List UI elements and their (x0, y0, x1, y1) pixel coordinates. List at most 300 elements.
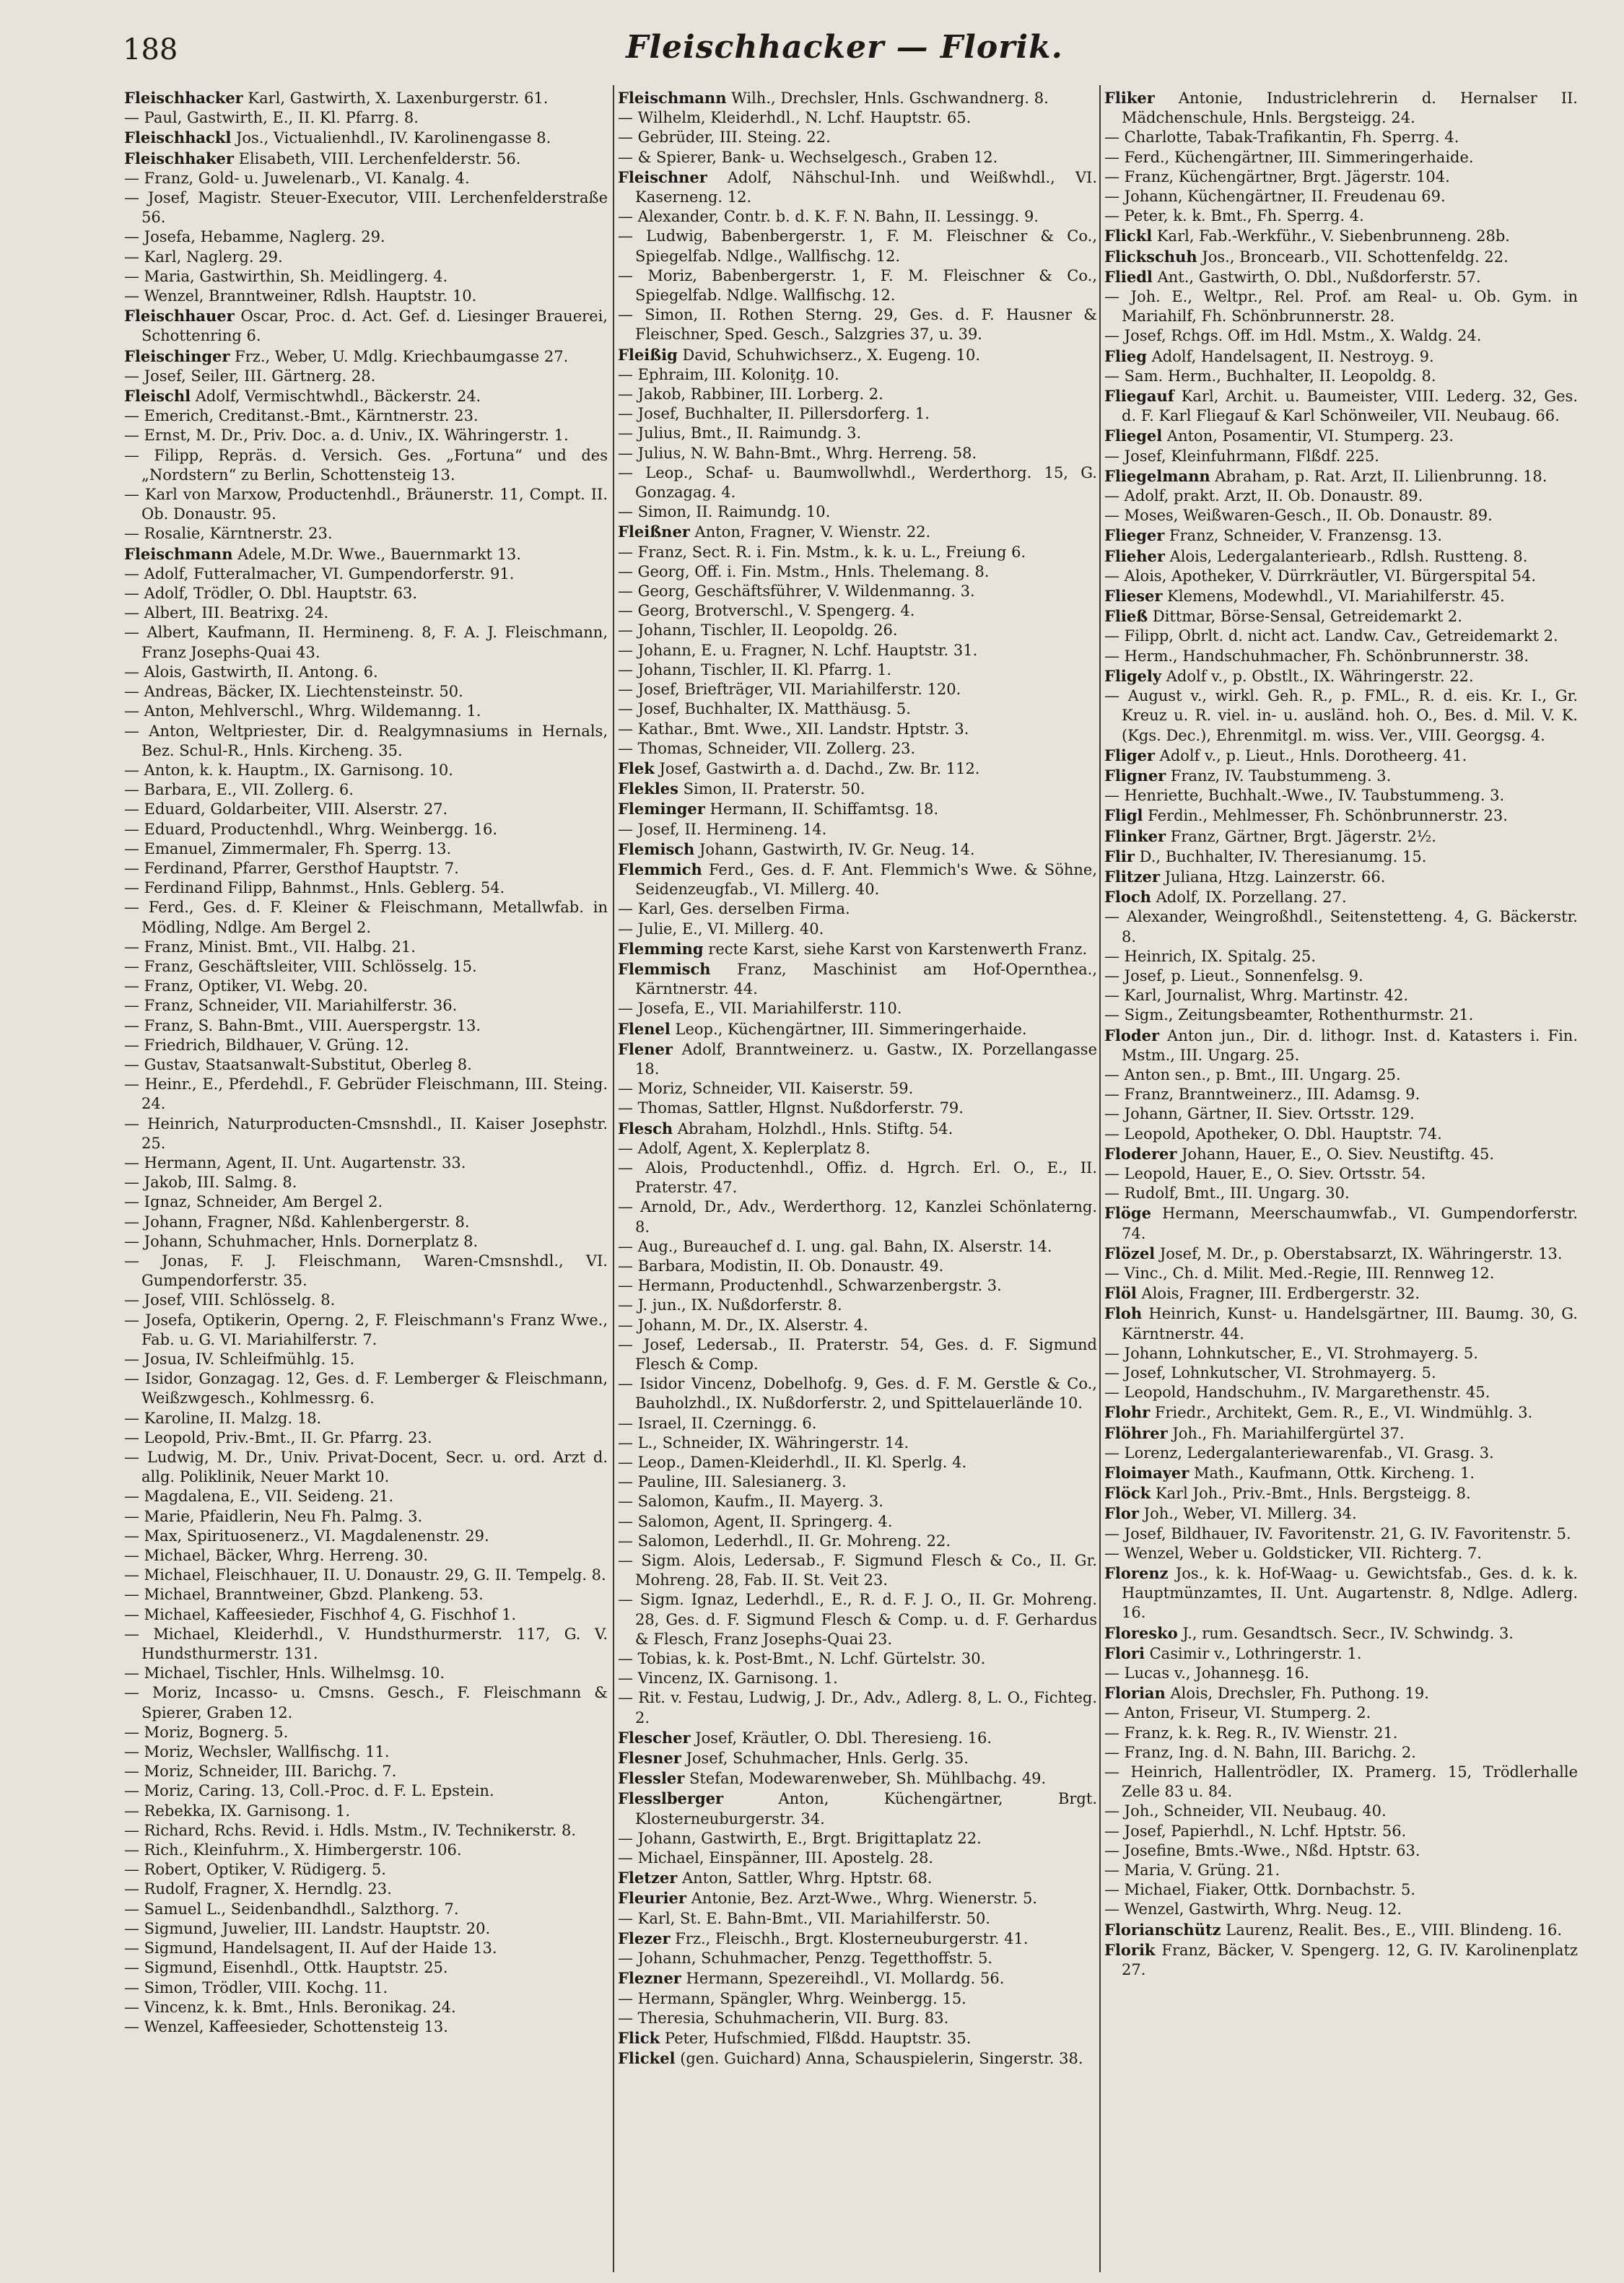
entry-text: — Rich., Kleinfuhrm., X. Himbergerstr. 106. (124, 1841, 462, 1859)
directory-entry (1104, 666, 1578, 686)
entry-text: — Moriz, Wechsler, Wallfischg. 11. (124, 1743, 390, 1761)
directory-entry (1104, 1703, 1578, 1723)
entry-surname: Fleminger (618, 800, 705, 819)
directory-entry (618, 1888, 1097, 1908)
entry-surname: Fleischl (124, 387, 191, 406)
directory-entry (618, 759, 1097, 779)
directory-entry (618, 1512, 1097, 1532)
entry-surname: Flemming (618, 939, 704, 958)
directory-entry (1104, 1623, 1578, 1644)
entry-text: — Michael, Tischler, Hnls. Wilhelmsg. 10. (124, 1664, 445, 1682)
page-header (123, 29, 1566, 72)
entry-text: — Michael, Branntweiner, Gbzd. Plankeng. 53. (124, 1586, 484, 1604)
directory-entry (124, 1762, 608, 1781)
directory-entry (1104, 1423, 1578, 1444)
directory-entry (124, 682, 608, 702)
directory-entry (124, 820, 608, 839)
entry-surname: Flieger (1104, 526, 1165, 545)
entry-text: — Georg, Off. i. Fin. Mstm., Hnls. Thelemang. 8. (618, 562, 990, 580)
directory-entry (124, 128, 608, 148)
entry-text: — Hermann, Agent, II. Unt. Augartenstr. 33. (124, 1153, 466, 1171)
directory-entry (1104, 447, 1578, 466)
directory-entry (124, 839, 608, 859)
directory-entry (618, 860, 1097, 899)
entry-surname: Flözel (1104, 1244, 1156, 1262)
directory-entry (618, 1748, 1097, 1768)
directory-entry (124, 1723, 608, 1742)
directory-entry (1104, 1940, 1578, 1980)
page-title: Fleischhacker — Florik. (626, 29, 1063, 66)
directory-entry (124, 977, 608, 996)
entry-surname: Floimayer (1104, 1464, 1189, 1483)
entry-text: Jos., Broncearb., VII. Schottenfeldg. 22. (1197, 248, 1509, 266)
entry-text: — Sigmund, Eisenhdl., Ottk. Hauptstr. 25. (124, 1959, 448, 1977)
entry-text: Frz., Fleischh., Brgt. Klosterneuburgerstr. 41. (670, 1929, 1029, 1947)
entry-text: Franz, Maschinist am Hof-Opernthea., Kärntnerstr. 44. (635, 960, 1097, 998)
entry-text: Johann, Hauer, E., O. Siev. Neustiftg. 45. (1176, 1145, 1495, 1163)
entry-text: — Albert, Kaufmann, II. Hermineng. 8, F. A. J. Fleischmann, Franz Josephs-Quai 43. (124, 624, 608, 661)
entry-text: Alois, Fragner, III. Erdbergerstr. 32. (1136, 1285, 1420, 1303)
directory-entry (618, 1492, 1097, 1511)
entry-text: — L., Schneider, IX. Währingerstr. 14. (618, 1433, 909, 1452)
entry-surname: Florianschütz (1104, 1920, 1221, 1939)
entry-text: — Leop., Schaf- u. Baumwollwhdl., Werderthorg. 15, G. Gonzagag. 4. (618, 463, 1097, 502)
directory-entry (124, 564, 608, 584)
entry-text: — Filipp, Repräs. d. Versich. Ges. „Fortuna“ und des „Nordstern“ zu Berlin, Schottensteig 13. (124, 446, 608, 484)
directory-entry (1104, 226, 1578, 246)
directory-entry (1104, 148, 1578, 167)
directory-entry (124, 1998, 608, 2017)
entry-text: — Josefine, Bmts.-Wwe., Nßd. Hptstr. 63. (1104, 1841, 1420, 1859)
entry-text: — Leop., Damen-Kleiderhdl., II. Kl. Sperlg. 4. (618, 1454, 967, 1472)
directory-entry (618, 385, 1097, 404)
entry-text: — Moriz, Bognerg. 5. (124, 1723, 289, 1741)
entry-text: — Johann, Lohnkutscher, E., VI. Strohmayerg. 5. (1104, 1344, 1478, 1362)
entry-text: Ferd., Ges. d. F. Ant. Flemmich's Wwe. & Söhne, Seidenzeugfab., VI. Millerg. 40. (635, 860, 1097, 899)
entry-text: — Johann, M. Dr., IX. Alserstr. 4. (618, 1316, 868, 1334)
directory-entry (124, 996, 608, 1016)
entry-surname: Floderer (1104, 1144, 1177, 1163)
directory-entry (124, 426, 608, 445)
directory-entry (618, 1316, 1097, 1335)
directory-entry (124, 1919, 608, 1939)
entry-text: Adolf v., p. Lieut., Hnls. Dorotheerg. 41. (1154, 746, 1467, 764)
entry-surname: Flieher (1104, 546, 1165, 565)
entry-text: — Wenzel, Gastwirth, Whrg. Neug. 12. (1104, 1900, 1402, 1918)
entry-text: Dittmar, Börse-Sensal, Getreidemarkt 2. (1148, 608, 1462, 626)
entry-text: — Josef, Buchhalter, II. Pillersdorferg. 1. (618, 405, 930, 423)
directory-entry (1104, 826, 1578, 847)
directory-entry (618, 939, 1097, 959)
entry-text: — Wenzel, Kaffeesieder, Schottensteig 13. (124, 2017, 448, 2035)
entry-text: — Paul, Gastwirth, E., II. Kl. Pfarrg. 8. (124, 109, 419, 127)
directory-entry (618, 999, 1097, 1018)
entry-text: — Julius, Bmt., II. Raimundg. 3. (618, 424, 862, 442)
entry-surname: Floch (1104, 888, 1151, 907)
directory-entry (1104, 1563, 1578, 1623)
directory-entry (124, 524, 608, 544)
entry-text: — Eduard, Goldarbeiter, VIII. Alserstr. 27. (124, 800, 448, 819)
directory-entry (124, 446, 608, 485)
entry-surname: Flemisch (618, 839, 695, 858)
entry-text: Antonie, Bez. Arzt-Wwe., Whrg. Wienerstr. 5. (686, 1890, 1038, 1908)
directory-entry (124, 1213, 608, 1232)
entry-text: Oscar, Proc. d. Act. Gef. d. Liesinger Brauerei, Schottenring 6. (141, 307, 608, 345)
entry-text: — Moriz, Babenbergerstr. 1, F. M. Fleischner & Co., Spiegelfab. Ndlge. Wallfischg. 12. (618, 266, 1097, 305)
directory-entry (1104, 128, 1578, 147)
directory-entry (1104, 746, 1578, 766)
entry-text: — Michael, Bäcker, Whrg. Herreng. 30. (124, 1547, 429, 1565)
entry-text: — Franz, S. Bahn-Bmt., VIII. Auerspergstr. 13. (124, 1016, 481, 1034)
directory-entry (618, 1276, 1097, 1296)
directory-entry (618, 128, 1097, 147)
entry-text: — Rit. v. Festau, Ludwig, J. Dr., Adv., Adlerg. 8, L. O., Fichteg. 2. (618, 1689, 1097, 1727)
entry-text: Friedr., Architekt, Gem. R., E., VI. Windmühlg. 3. (1150, 1404, 1533, 1422)
entry-text: Josef, Gastwirth a. d. Dachd., Zw. Br. 112. (654, 759, 980, 777)
entry-text: Alois, Ledergalanteriearb., Rdlsh. Rustteng. 8. (1164, 547, 1528, 565)
entry-text: Franz, Bäcker, V. Spengerg. 12, G. IV. Karolinenplatz 27. (1122, 1941, 1578, 1979)
directory-entry (124, 1664, 608, 1683)
entry-text: — Leopold, Handschuhm., IV. Margarethenstr. 45. (1104, 1384, 1490, 1402)
entry-text: — Samuel L., Seidenbandhdl., Salzthorg. 7. (124, 1900, 459, 1918)
directory-entry (124, 1311, 608, 1350)
entry-text: — Franz, Branntweinerz., III. Adamsg. 9. (1104, 1086, 1420, 1104)
entry-surname: Fligl (1104, 806, 1143, 825)
entry-text: — Lorenz, Ledergalanteriewarenfab., VI. Grasg. 3. (1104, 1444, 1494, 1462)
directory-entry (1104, 647, 1578, 666)
entry-surname: Fleischhauer (124, 307, 235, 326)
directory-entry (618, 1472, 1097, 1492)
entry-text: — Josefa, E., VII. Mariahilferstr. 110. (618, 1000, 902, 1018)
entry-text: — Wenzel, Branntweiner, Rdlsh. Hauptstr. 10. (124, 287, 477, 305)
directory-entry (1104, 88, 1578, 128)
entry-text: Casimir v., Lothringerstr. 1. (1144, 1644, 1362, 1662)
directory-entry (618, 820, 1097, 839)
entry-surname: Fletzer (618, 1869, 678, 1887)
entry-text: — Michael, Kaffeesieder, Fischhof 4, G. Fischhof 1. (124, 1605, 517, 1623)
directory-entry (618, 522, 1097, 542)
directory-entry (618, 207, 1097, 227)
directory-entry (1104, 1841, 1578, 1861)
entry-text: — Josef, Briefträger, VII. Mariahilferstr. 120. (618, 681, 961, 699)
entry-text: Ant., Gastwirth, O. Dbl., Nußdorferstr. 57. (1152, 268, 1481, 286)
entry-text: — Gustav, Staatsanwalt-Substitut, Oberleg 8. (124, 1055, 472, 1073)
directory-entry (1104, 1402, 1578, 1423)
entry-surname: Florik (1104, 1940, 1156, 1959)
entry-text: Franz, Schneider, V. Franzensg. 13. (1164, 527, 1442, 545)
directory-entry (1104, 1085, 1578, 1104)
entry-text: — Sigm. Ignaz, Lederhdl., E., R. d. F. J. O., II. Gr. Mohreng. 28, Ges. d. F. Sigmund Flesch & Comp. u. d. F. Gerhardus & Flesch, Franz Josephs-Quai 23. (618, 1591, 1097, 1648)
directory-entry (1104, 1644, 1578, 1664)
directory-entry (618, 699, 1097, 719)
directory-entry (1104, 1802, 1578, 1821)
entry-text: — Josefa, Hebamme, Naglerg. 29. (124, 228, 385, 246)
entry-text: Simon, II. Praterstr. 50. (678, 780, 865, 798)
entry-text: — Salomon, Agent, II. Springerg. 4. (618, 1512, 893, 1530)
directory-entry (618, 899, 1097, 919)
entry-surname: Flick (618, 2028, 660, 2047)
entry-surname: Fleischhackl (124, 128, 232, 147)
directory-entry (618, 1909, 1097, 1929)
directory-entry (618, 2028, 1097, 2048)
entry-text: — Peter, k. k. Bmt., Fh. Sperrg. 4. (1104, 207, 1364, 225)
directory-entry (618, 1197, 1097, 1236)
entry-text: Joh., Fh. Mariahilfergürtel 37. (1167, 1424, 1405, 1442)
directory-entry (124, 227, 608, 247)
directory-entry (1104, 1743, 1578, 1763)
directory-entry (124, 88, 608, 108)
entry-text: — Israel, II. Czerningg. 6. (618, 1414, 817, 1432)
entry-text: Anton, Posamentir, VI. Stumperg. 23. (1162, 427, 1454, 445)
directory-entry (1104, 1264, 1578, 1283)
entry-text: D., Buchhalter, IV. Theresianumg. 15. (1134, 847, 1427, 865)
entry-text: — Leopold, Priv.-Bmt., II. Gr. Pfarrg. 23. (124, 1428, 432, 1446)
directory-entry (1104, 287, 1578, 326)
directory-entry (1104, 1304, 1578, 1343)
entry-text: — Josef, p. Lieut., Sonnenfelsg. 9. (1104, 966, 1363, 985)
entry-text: — Karl von Marxow, Productenhdl., Bräunerstr. 11, Compt. II. Ob. Donaustr. 95. (124, 486, 608, 523)
entry-text: — Karl, Ges. derselben Firma. (618, 900, 850, 918)
directory-entry (1104, 1444, 1578, 1463)
directory-entry (1104, 367, 1578, 386)
entry-text: David, Schuhwichserz., X. Eugeng. 10. (677, 346, 981, 364)
entry-text: — Karl, Journalist, Whrg. Martinstr. 42. (1104, 987, 1409, 1005)
directory-entry (618, 1728, 1097, 1748)
entry-text: — Theresia, Schuhmacherin, VII. Burg. 83. (618, 2009, 949, 2027)
directory-entry (1104, 1880, 1578, 1900)
entry-text: — Ludwig, M. Dr., Univ. Privat-Docent, Secr. u. ord. Arzt d. allg. Poliklinik, Neuer Markt 10. (124, 1449, 608, 1486)
directory-entry (618, 1868, 1097, 1888)
entry-text: — Moriz, Schneider, III. Barichg. 7. (124, 1763, 397, 1781)
directory-entry (618, 1929, 1097, 1949)
entry-text: — Michael, Einspänner, III. Apostelg. 28. (618, 1849, 934, 1867)
entry-text: Heinrich, Kunst- u. Handelsgärtner, III. Baumg. 30, G. Kärntnerstr. 44. (1122, 1305, 1578, 1343)
directory-entry (1104, 1005, 1578, 1025)
directory-entry (1104, 386, 1578, 426)
directory-entry (1104, 606, 1578, 627)
entry-text: — Barbara, Modistin, II. Ob. Donaustr. 49. (618, 1257, 944, 1275)
entry-surname: Fliegel (1104, 427, 1163, 445)
directory-entry (124, 169, 608, 188)
directory-entry (618, 2009, 1097, 2028)
entry-text: — Wilhelm, Kleiderhdl., N. Lchf. Hauptstr. 65. (618, 109, 972, 127)
entry-text: — Adolf, Trödler, O. Dbl. Hauptstr. 63. (124, 585, 417, 603)
entry-text: — Anton, k. k. Hauptm., IX. Garnisong. 10. (124, 761, 453, 779)
directory-entry (618, 266, 1097, 305)
directory-entry (124, 1585, 608, 1605)
entry-text: — Aug., Bureauchef d. I. ung. gal. Bahn, IX. Alserstr. 14. (618, 1237, 1052, 1255)
directory-entry (618, 1158, 1097, 1197)
directory-entry (618, 1768, 1097, 1789)
entry-text: Alois, Drechsler, Fh. Puthong. 19. (1165, 1685, 1429, 1703)
directory-entry (618, 227, 1097, 266)
entry-text: — Alois, Apotheker, V. Dürrkräutler, VI. Bürgerspital 54. (1104, 567, 1537, 585)
entry-text: — Josef, II. Hermineng. 14. (618, 820, 827, 838)
directory-entry (618, 1139, 1097, 1158)
entry-text: — Johann, Schuhmacher, Penzg. Tegetthoffstr. 5. (618, 1950, 993, 1968)
entry-text: — Josef, Rchgs. Off. im Hdl. Mstm., X. Waldg. 24. (1104, 327, 1482, 345)
directory-entry (124, 1487, 608, 1506)
directory-entry (1104, 1683, 1578, 1703)
directory-entry (1104, 1203, 1578, 1243)
entry-text: — Wenzel, Weber u. Goldsticker, VII. Richterg. 7. (1104, 1544, 1482, 1562)
directory-entry (1104, 525, 1578, 546)
directory-entry (1104, 986, 1578, 1005)
directory-entry (1104, 1503, 1578, 1524)
entry-text: — Ferdinand Filipp, Bahnmst., Hnls. Geblerg. 54. (124, 879, 505, 897)
directory-entry (124, 1291, 608, 1310)
entry-text: — Josef, Bildhauer, IV. Favoritenstr. 21, G. IV. Favoritenstr. 5. (1104, 1524, 1571, 1542)
entry-text: — Hermann, Spängler, Whrg. Weinbergg. 15. (618, 1989, 966, 2007)
entry-text: — Moriz, Caring. 13, Coll.-Proc. d. F. L. Epstein. (124, 1782, 494, 1800)
directory-entry (1104, 1344, 1578, 1363)
entry-text: — Josef, Seiler, III. Gärtnerg. 28. (124, 367, 376, 385)
entry-surname: Flieser (1104, 587, 1163, 606)
directory-entry (124, 780, 608, 800)
entry-text: Jos., k. k. Hof-Waag- u. Gewichtsfab., Ges. d. k. k. Hauptmünzamtes, II. Unt. Augartenstr. 8, Ndlge. Adlerg. 16. (1122, 1565, 1578, 1622)
entry-surname: Flohr (1104, 1403, 1151, 1422)
entry-text: Hermann, Meerschaumwfab., VI. Gumpendorferstr. 74. (1122, 1205, 1578, 1242)
directory-entry (1104, 1544, 1578, 1563)
entry-surname: Flessler (618, 1769, 685, 1788)
entry-surname: Florian (1104, 1684, 1166, 1703)
directory-entry (124, 1841, 608, 1860)
directory-entry (618, 345, 1097, 365)
entry-text: — Adolf, prakt. Arzt, II. Ob. Donaustr. 89. (1104, 487, 1423, 505)
directory-entry (618, 1949, 1097, 1968)
directory-entry (124, 306, 608, 346)
directory-entry (124, 1016, 608, 1036)
directory-entry (124, 1781, 608, 1801)
entry-text: Adolf, IX. Porzellang. 27. (1151, 889, 1347, 907)
directory-entry (618, 1968, 1097, 1989)
directory-entry (124, 1880, 608, 1899)
entry-text: — Josef, Kleinfuhrmann, Flßdf. 225. (1104, 447, 1379, 465)
entry-text: — Ferd., Küchengärtner, III. Simmeringerhaide. (1104, 148, 1474, 166)
entry-text: — Pauline, III. Salesianerg. 3. (618, 1473, 847, 1491)
entry-surname: Flenel (618, 1019, 671, 1038)
directory-entry (1104, 567, 1578, 586)
entry-surname: Fleischmann (618, 89, 727, 107)
entry-text: — Josef, Papierhdl., N. Lchf. Hptstr. 56. (1104, 1822, 1407, 1840)
entry-surname: Flöhrer (1104, 1423, 1168, 1442)
directory-entry (1104, 1144, 1578, 1164)
directory-entry (1104, 966, 1578, 986)
entry-text: — Simon, II. Rothen Sterng. 29, Ges. d. F. Hausner & Fleischner, Sped. Gesch., Salzgries 37, u. 39. (618, 306, 1097, 344)
directory-entry (124, 1527, 608, 1546)
entry-text: — Salomon, Kaufm., II. Mayerg. 3. (618, 1493, 883, 1511)
directory-entry (618, 1453, 1097, 1472)
entry-text: — Anton, Friseur, VI. Stumperg. 2. (1104, 1704, 1371, 1722)
entry-text: — Hermann, Productenhdl., Schwarzenbergstr. 3. (618, 1277, 1002, 1295)
directory-entry (618, 1079, 1097, 1099)
directory-entry (1104, 1026, 1578, 1065)
directory-entry (618, 1374, 1097, 1413)
directory-entry (124, 1075, 608, 1114)
entry-text: — Henriette, Buchhalt.-Wwe., IV. Taubstummeng. 3. (1104, 787, 1505, 805)
directory-entry (618, 1669, 1097, 1688)
directory-entry (618, 1551, 1097, 1590)
directory-entry (124, 1448, 608, 1487)
entry-surname: Flor (1104, 1504, 1139, 1523)
entry-text: Peter, Hufschmied, Flßdd. Hauptstr. 35. (660, 2029, 972, 2047)
entry-text: (gen. Guichard) Anna, Schauspielerin, Singerstr. 38. (675, 2050, 1083, 2068)
entry-text: Franz, Gärtner, Brgt. Jägerstr. 2½. (1166, 827, 1436, 845)
entry-text: — Michael, Kleiderhdl., V. Hundsthurmerstr. 117, G. V. Hundsthurmerstr. 131. (124, 1625, 608, 1663)
entry-text: — Franz, Sect. R. i. Fin. Mstm., k. k. u. L., Freiung 6. (618, 543, 1026, 561)
directory-entry (124, 287, 608, 306)
entry-text: Anton, Küchengärtner, Brgt. Klosterneuburgerstr. 34. (635, 1790, 1097, 1828)
entry-text: — Johann, E. u. Fragner, N. Lchf. Hauptstr. 31. (618, 641, 978, 659)
entry-surname: Flesner (618, 1749, 681, 1768)
directory-column-2 (618, 88, 1097, 2268)
directory-entry (124, 1428, 608, 1448)
entry-text: Stefan, Modewarenweber, Sh. Mühlbachg. 49. (684, 1770, 1047, 1788)
directory-entry (124, 800, 608, 819)
directory-entry (124, 1114, 608, 1153)
directory-entry (618, 365, 1097, 385)
entry-surname: Flickel (618, 2049, 676, 2068)
directory-entry (124, 1369, 608, 1408)
entry-text: — J. jun., IX. Nußdorferstr. 8. (618, 1296, 842, 1314)
directory-entry (124, 1409, 608, 1428)
directory-entry (618, 424, 1097, 443)
directory-entry (618, 1989, 1097, 2009)
directory-entry (1104, 247, 1578, 267)
entry-text: — Anton, Weltpriester, Dir. d. Realgymnasiums in Hernals, Bez. Schul-R., Hnls. Kircheng. 35. (124, 722, 608, 759)
entry-text: — Franz, Minist. Bmt., VII. Halbg. 21. (124, 938, 416, 956)
directory-entry (1104, 1283, 1578, 1304)
entry-text: — Salomon, Lederhdl., II. Gr. Mohreng. 22. (618, 1532, 951, 1550)
entry-text: — Michael, Fiaker, Ottk. Dornbachstr. 5. (1104, 1881, 1416, 1899)
entry-surname: Flöck (1104, 1484, 1151, 1503)
entry-text: — Josef, VIII. Schlösselg. 8. (124, 1291, 336, 1309)
entry-text: — Rudolf, Fragner, X. Herndlg. 23. (124, 1880, 392, 1898)
entry-surname: Flesch (618, 1119, 673, 1138)
directory-entry (124, 1683, 608, 1722)
directory-entry (1104, 1763, 1578, 1802)
entry-surname: Flesslberger (618, 1789, 724, 1808)
directory-entry (1104, 267, 1578, 287)
directory-entry (618, 463, 1097, 502)
entry-text: Josef, M. Dr., p. Oberstabsarzt, IX. Währingerstr. 13. (1155, 1244, 1563, 1262)
entry-text: Juliana, Htzg. Lainzerstr. 66. (1159, 868, 1386, 886)
entry-text: — Emanuel, Zimmermaler, Fh. Sperrg. 13. (124, 839, 452, 857)
directory-entry (618, 920, 1097, 939)
entry-text: — Alexander, Weingroßhdl., Seitenstetteng. 4, G. Bäckerstr. 8. (1104, 908, 1578, 946)
directory-entry (618, 305, 1097, 344)
entry-text: — Moriz, Incasso- u. Cmsns. Gesch., F. Fleischmann & Spierer, Graben 12. (124, 1684, 608, 1721)
entry-surname: Fließ (1104, 607, 1148, 626)
entry-surname: Flori (1104, 1644, 1145, 1662)
entry-text: — Johann, Tischler, II. Kl. Pfarrg. 1. (618, 660, 892, 678)
column-divider (613, 85, 614, 2272)
entry-text: — Alois, Gastwirth, II. Antong. 6. (124, 663, 378, 681)
entry-text: — Isidor Vincenz, Dobelhofg. 9, Ges. d. F. M. Gerstle & Co., Bauholzhdl., IX. Nußdorferstr. 2, und Spittelauerlände 10. (618, 1375, 1097, 1413)
directory-entry (618, 1789, 1097, 1828)
directory-entry (618, 582, 1097, 601)
entry-text: — Ephraim, III. Koloniţg. 10. (618, 365, 839, 383)
entry-text: — Heinrich, IX. Spitalg. 25. (1104, 947, 1317, 965)
entry-text: — Leopold, Hauer, E., O. Siev. Ortsstr. 54. (1104, 1164, 1426, 1182)
directory-entry (124, 1900, 608, 1919)
directory-entry (124, 957, 608, 977)
entry-text: — Josua, IV. Schleifmühlg. 15. (124, 1350, 355, 1368)
directory-entry (618, 680, 1097, 699)
directory-entry (618, 148, 1097, 167)
entry-text: — Jonas, F. J. Fleischmann, Waren-Cmsnshdl., VI. Gumpendorferstr. 35. (124, 1252, 608, 1290)
entry-text: — Ferd., Ges. d. F. Kleiner & Fleischmann, Metallwfab. in Mödling, Ndlge. Am Bergel 2. (124, 899, 608, 936)
